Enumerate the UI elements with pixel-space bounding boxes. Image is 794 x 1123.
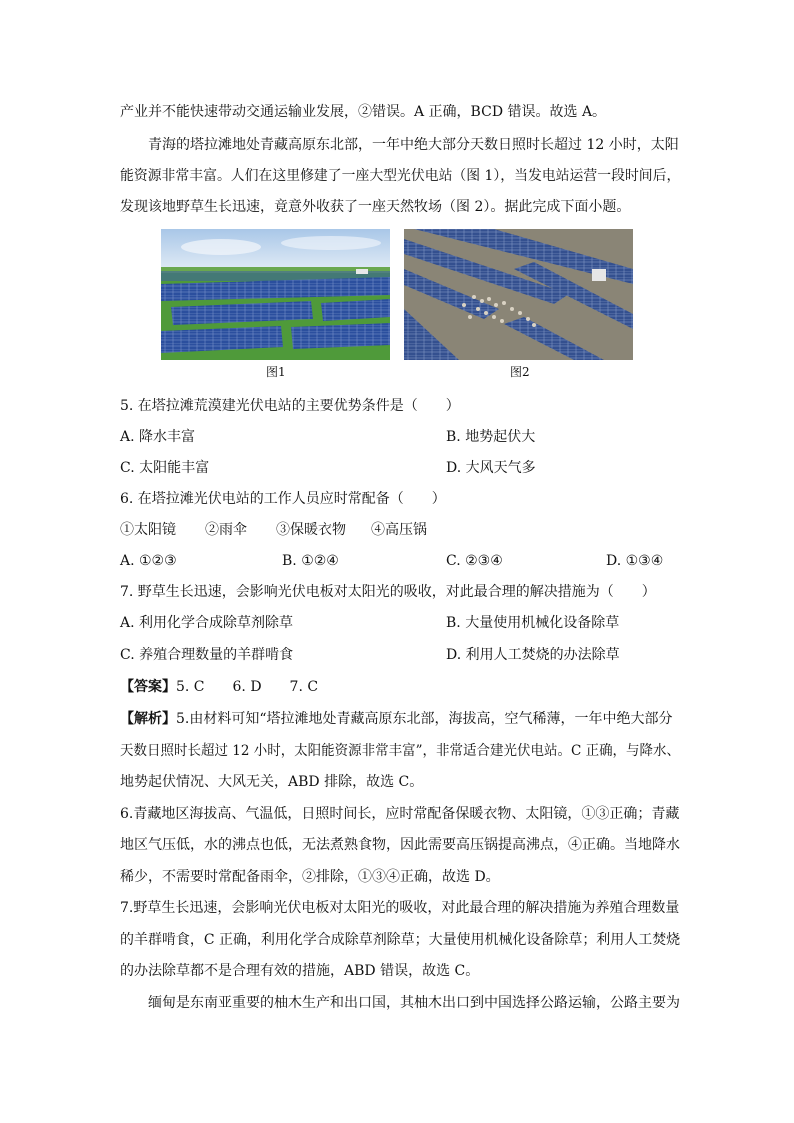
figure-2-caption: 图2 [510, 365, 530, 379]
question-6-option-c: C. ②③④ [446, 553, 503, 569]
question-5-option-d: D. 大风天气多 [446, 460, 536, 476]
question-5-stem: 5. 在塔拉滩荒漠建光伏电站的主要优势条件是（ ） [120, 398, 460, 414]
analysis-text-1: 5.由材料可知“塔拉滩地处青藏高原东北部，海拔高，空气稀薄，一年中绝大部分 [176, 711, 673, 727]
analysis-line-7: 7.野草生长迅速，会影响光伏电板对太阳光的吸收，对此最合理的解决措施为养殖合理数量 [120, 900, 680, 916]
question-7-stem: 7. 野草生长迅速，会影响光伏电板对太阳光的吸收，对此最合理的解决措施为（ ） [120, 584, 656, 600]
question-6-item-3: ③保暖衣物 [276, 522, 346, 538]
passage-line-2: 能资源非常丰富。人们在这里修建了一座大型光伏电站（图 1），当发电站运营一段时间后， [120, 168, 681, 184]
question-6-option-b: B. ①②④ [282, 553, 339, 569]
answer-text: 5. C 6. D 7. C [176, 679, 319, 695]
question-7-option-a: A. 利用化学合成除草剂除草 [120, 615, 294, 631]
question-6-item-2: ②雨伞 [205, 522, 247, 538]
question-6-item-1: ①太阳镜 [120, 522, 176, 538]
next-passage-line: 缅甸是东南亚重要的柚木生产和出口国，其柚木出口到中国选择公路运输，公路主要为 [148, 995, 680, 1011]
question-5-option-a: A. 降水丰富 [120, 429, 196, 445]
question-5-option-c: C. 太阳能丰富 [120, 460, 210, 476]
analysis-line-1 [120, 709, 673, 729]
answer-line [120, 677, 318, 697]
analysis-label: 【解析】 [120, 711, 176, 727]
analysis-line-8: 的羊群啃食，C 正确，利用化学合成除草剂除草；大量使用机械化设备除草；利用人工焚烧 [120, 932, 681, 948]
figure-2-sheep-pasture-image [404, 229, 633, 360]
intro-tail-text: 产业并不能快速带动交通运输业发展，②错误。A 正确，BCD 错误。故选 A。 [120, 104, 607, 120]
passage-line-1: 青海的塔拉滩地处青藏高原东北部，一年中绝大部分天数日照时长超过 12 小时，太阳 [148, 137, 679, 153]
figure-1-solar-farm-image [161, 229, 390, 360]
passage-line-3: 发现该地野草生长迅速，竟意外收获了一座天然牧场（图 2）。据此完成下面小题。 [120, 199, 631, 215]
analysis-line-4: 6.青藏地区海拔高、气温低，日照时间长，应时常配备保暖衣物、太阳镜，①③正确；青藏 [120, 806, 680, 822]
question-5-option-b: B. 地势起伏大 [446, 429, 536, 445]
figure-1-caption: 图1 [266, 365, 286, 379]
question-6-stem: 6. 在塔拉滩光伏电站的工作人员应时常配备（ ） [120, 491, 446, 507]
question-6-option-d: D. ①③④ [606, 553, 664, 569]
analysis-line-3: 地势起伏情况、大风无关，ABD 排除，故选 C。 [120, 774, 424, 790]
analysis-line-2: 天数日照时长超过 12 小时，太阳能资源非常丰富”，非常适合建光伏电站。C 正确，与降水、 [120, 743, 681, 759]
question-6-item-4: ④高压锅 [371, 522, 427, 538]
answer-label: 【答案】 [120, 679, 176, 695]
question-7-option-c: C. 养殖合理数量的羊群啃食 [120, 647, 294, 663]
analysis-line-9: 的办法除草都不是合理有效的措施，ABD 错误，故选 C。 [120, 963, 480, 979]
question-7-option-b: B. 大量使用机械化设备除草 [446, 615, 620, 631]
analysis-line-5: 地区气压低，水的沸点也低，无法煮熟食物，因此需要高压锅提高沸点，④正确。当地降水 [120, 837, 680, 853]
question-7-option-d: D. 利用人工焚烧的办法除草 [446, 647, 620, 663]
analysis-line-6: 稀少，不需要时常配备雨伞，②排除，①③④正确，故选 D。 [120, 869, 500, 885]
question-6-option-a: A. ①②③ [120, 553, 177, 569]
